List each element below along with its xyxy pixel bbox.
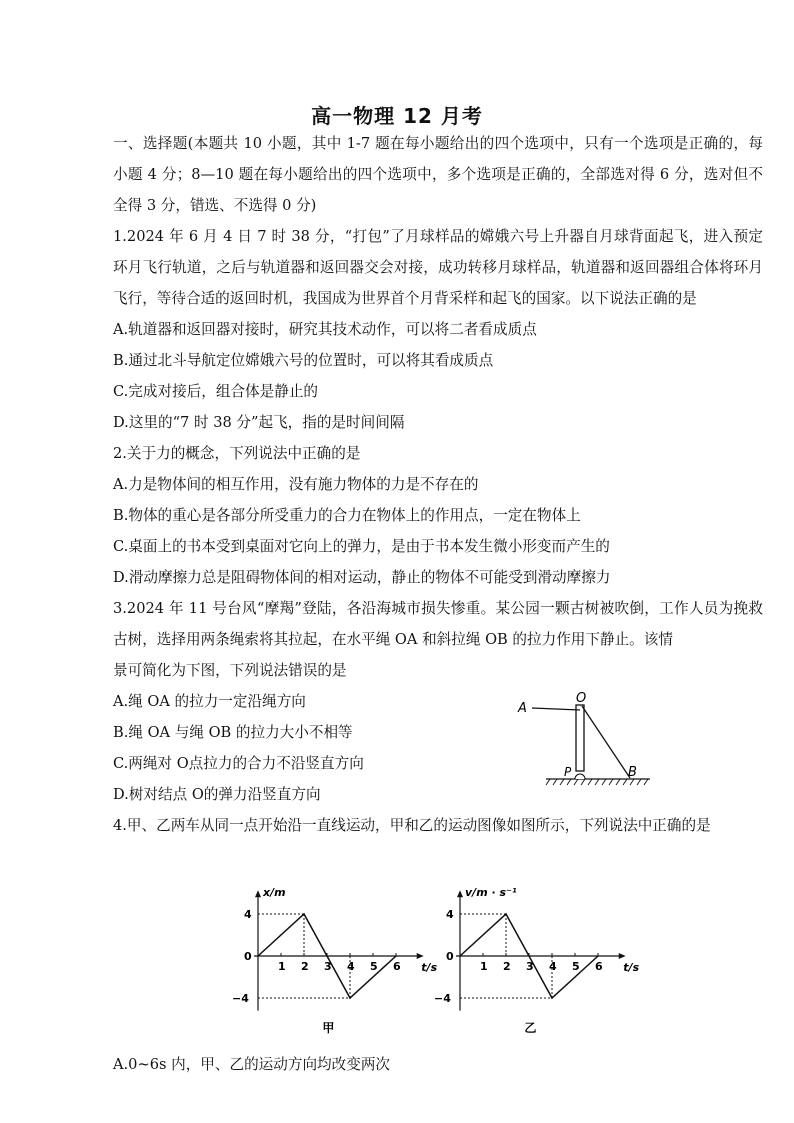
label-b: B [628,765,637,780]
motion-graphs [230,876,650,1046]
x-tick-label: 1 [278,960,286,973]
y-tick-label: 4 [446,908,454,921]
y-axis-arrow [457,890,463,897]
q2-option-d: D.滑动摩擦力总是阻碍物体间的相对运动，静止的物体不可能受到滑动摩擦力 [113,569,611,586]
x-tick-label: 1 [480,960,488,973]
q2-option-c: C.桌面上的书本受到桌面对它向上的弹力，是由于书本发生微小形变而产生的 [113,538,610,555]
section-heading: 一、选择题(本题共 10 小题，其中 1-7 题在每小题给出的四个选项中，只有一个选项是正确的，每小题 4 分；8—10 题在每小题给出的四个选项中，多个选项是正确的，全部选对得 6 分，选对但不全得 3 分，错选、不选得 0 分) [113,135,763,214]
exam-content [113,128,763,841]
page-title: 高一物理 12 月考 [311,104,483,128]
x-axis-label: t/s [623,961,640,974]
q4-option-a: A.0~6s 内，甲、乙的运动方向均改变两次 [113,1056,391,1073]
y-axis-arrow [255,890,261,897]
data-point [597,955,599,957]
x-axis-label: t/s [421,961,438,974]
rope-oa [532,708,580,710]
q3-option-d: D.树对结点 O的弹力沿竖直方向 [113,786,321,803]
label-a: A [518,701,527,716]
graph-caption: 甲 [322,1021,335,1035]
y-axis-label: x/m [263,886,286,900]
y-tick-label: −4 [434,992,451,1005]
data-point [303,913,305,915]
q3-stem-end: 景可简化为下图，下列说法错误的是 [113,662,347,679]
y-tick-label: 0 [446,950,454,963]
q1-option-b: B.通过北斗导航定位嫦娥六号的位置时，可以将其看成质点 [113,352,494,369]
q2-option-a: A.力是物体间的相互作用，没有施力物体的力是不存在的 [113,476,479,493]
x-tick-label: 4 [347,960,355,973]
y-tick-label: −4 [232,992,249,1005]
y-tick-label: 0 [244,950,252,963]
x-tick-label: 2 [301,960,309,973]
tree-trunk [576,705,584,771]
x-tick-label: 3 [526,960,534,973]
q1-option-c: C.完成对接后，组合体是静止的 [113,383,319,400]
label-p: P [564,765,572,779]
x-tick-label: 4 [549,960,557,973]
x-tick-label: 3 [324,960,332,973]
x-tick-label: 2 [503,960,511,973]
data-point [257,955,259,957]
tree-rope-diagram [510,692,660,787]
q3-option-c: C.两绳对 O点拉力的合力不沿竖直方向 [113,755,364,772]
x-tick-label: 6 [393,960,401,973]
q1-option-d: D.这里的“7 时 38 分”起飞，指的是时间间隔 [113,414,405,431]
data-point [459,955,461,957]
data-point [551,997,553,999]
y-axis-label: v/m · s⁻¹ [465,886,517,900]
x-tick-label: 5 [370,960,378,973]
label-o: O [576,692,587,706]
x-tick-label: 6 [595,960,603,973]
x-axis-arrow [619,953,626,959]
graph-jia [232,886,438,1035]
q1-stem: 1.2024 年 6 月 4 日 7 时 38 分，“打包”了月球样品的嫦娥六号上升器自月球背面起飞，进入预定环月飞行轨道，之后与轨道器和返回器交会对接，成功转移月球样品，轨道器和返回器组合体将环月飞行，等待合适的返回时机，我国成为世界首个月背采样和起飞的国家。以下说法正确的是 [113,228,763,307]
q3-stem: 3.2024 年 11 号台风“摩羯”登陆，各沿海城市损失惨重。某公园一颗古树被吹倒，工作人员为挽救古树，选择用两条绳索将其拉起，在水平绳 OA 和斜拉绳 OB 的拉力作用下静止。该情 [113,600,763,648]
y-tick-label: 4 [244,908,252,921]
data-point [395,955,397,957]
q3-option-b: B.绳 OA 与绳 OB 的拉力大小不相等 [113,724,353,741]
q2-option-b: B.物体的重心是各部分所受重力的合力在物体上的作用点，一定在物体上 [113,507,581,524]
data-point [349,997,351,999]
pivot-p [575,774,585,779]
q4-stem: 4.甲、乙两车从同一点开始沿一直线运动，甲和乙的运动图像如图所示，下列说法中正确的是 [113,817,711,834]
x-axis-arrow [417,953,424,959]
graph-yi [434,886,640,1035]
q3-option-a: A.绳 OA 的拉力一定沿绳方向 [113,693,306,710]
q1-option-a: A.轨道器和返回器对接时，研究其技术动作，可以将二者看成质点 [113,321,537,338]
graph-caption: 乙 [524,1021,537,1035]
x-tick-label: 5 [572,960,580,973]
rope-ob [582,706,630,778]
data-point [505,913,507,915]
q2-stem: 2.关于力的概念，下列说法中正确的是 [113,445,361,462]
